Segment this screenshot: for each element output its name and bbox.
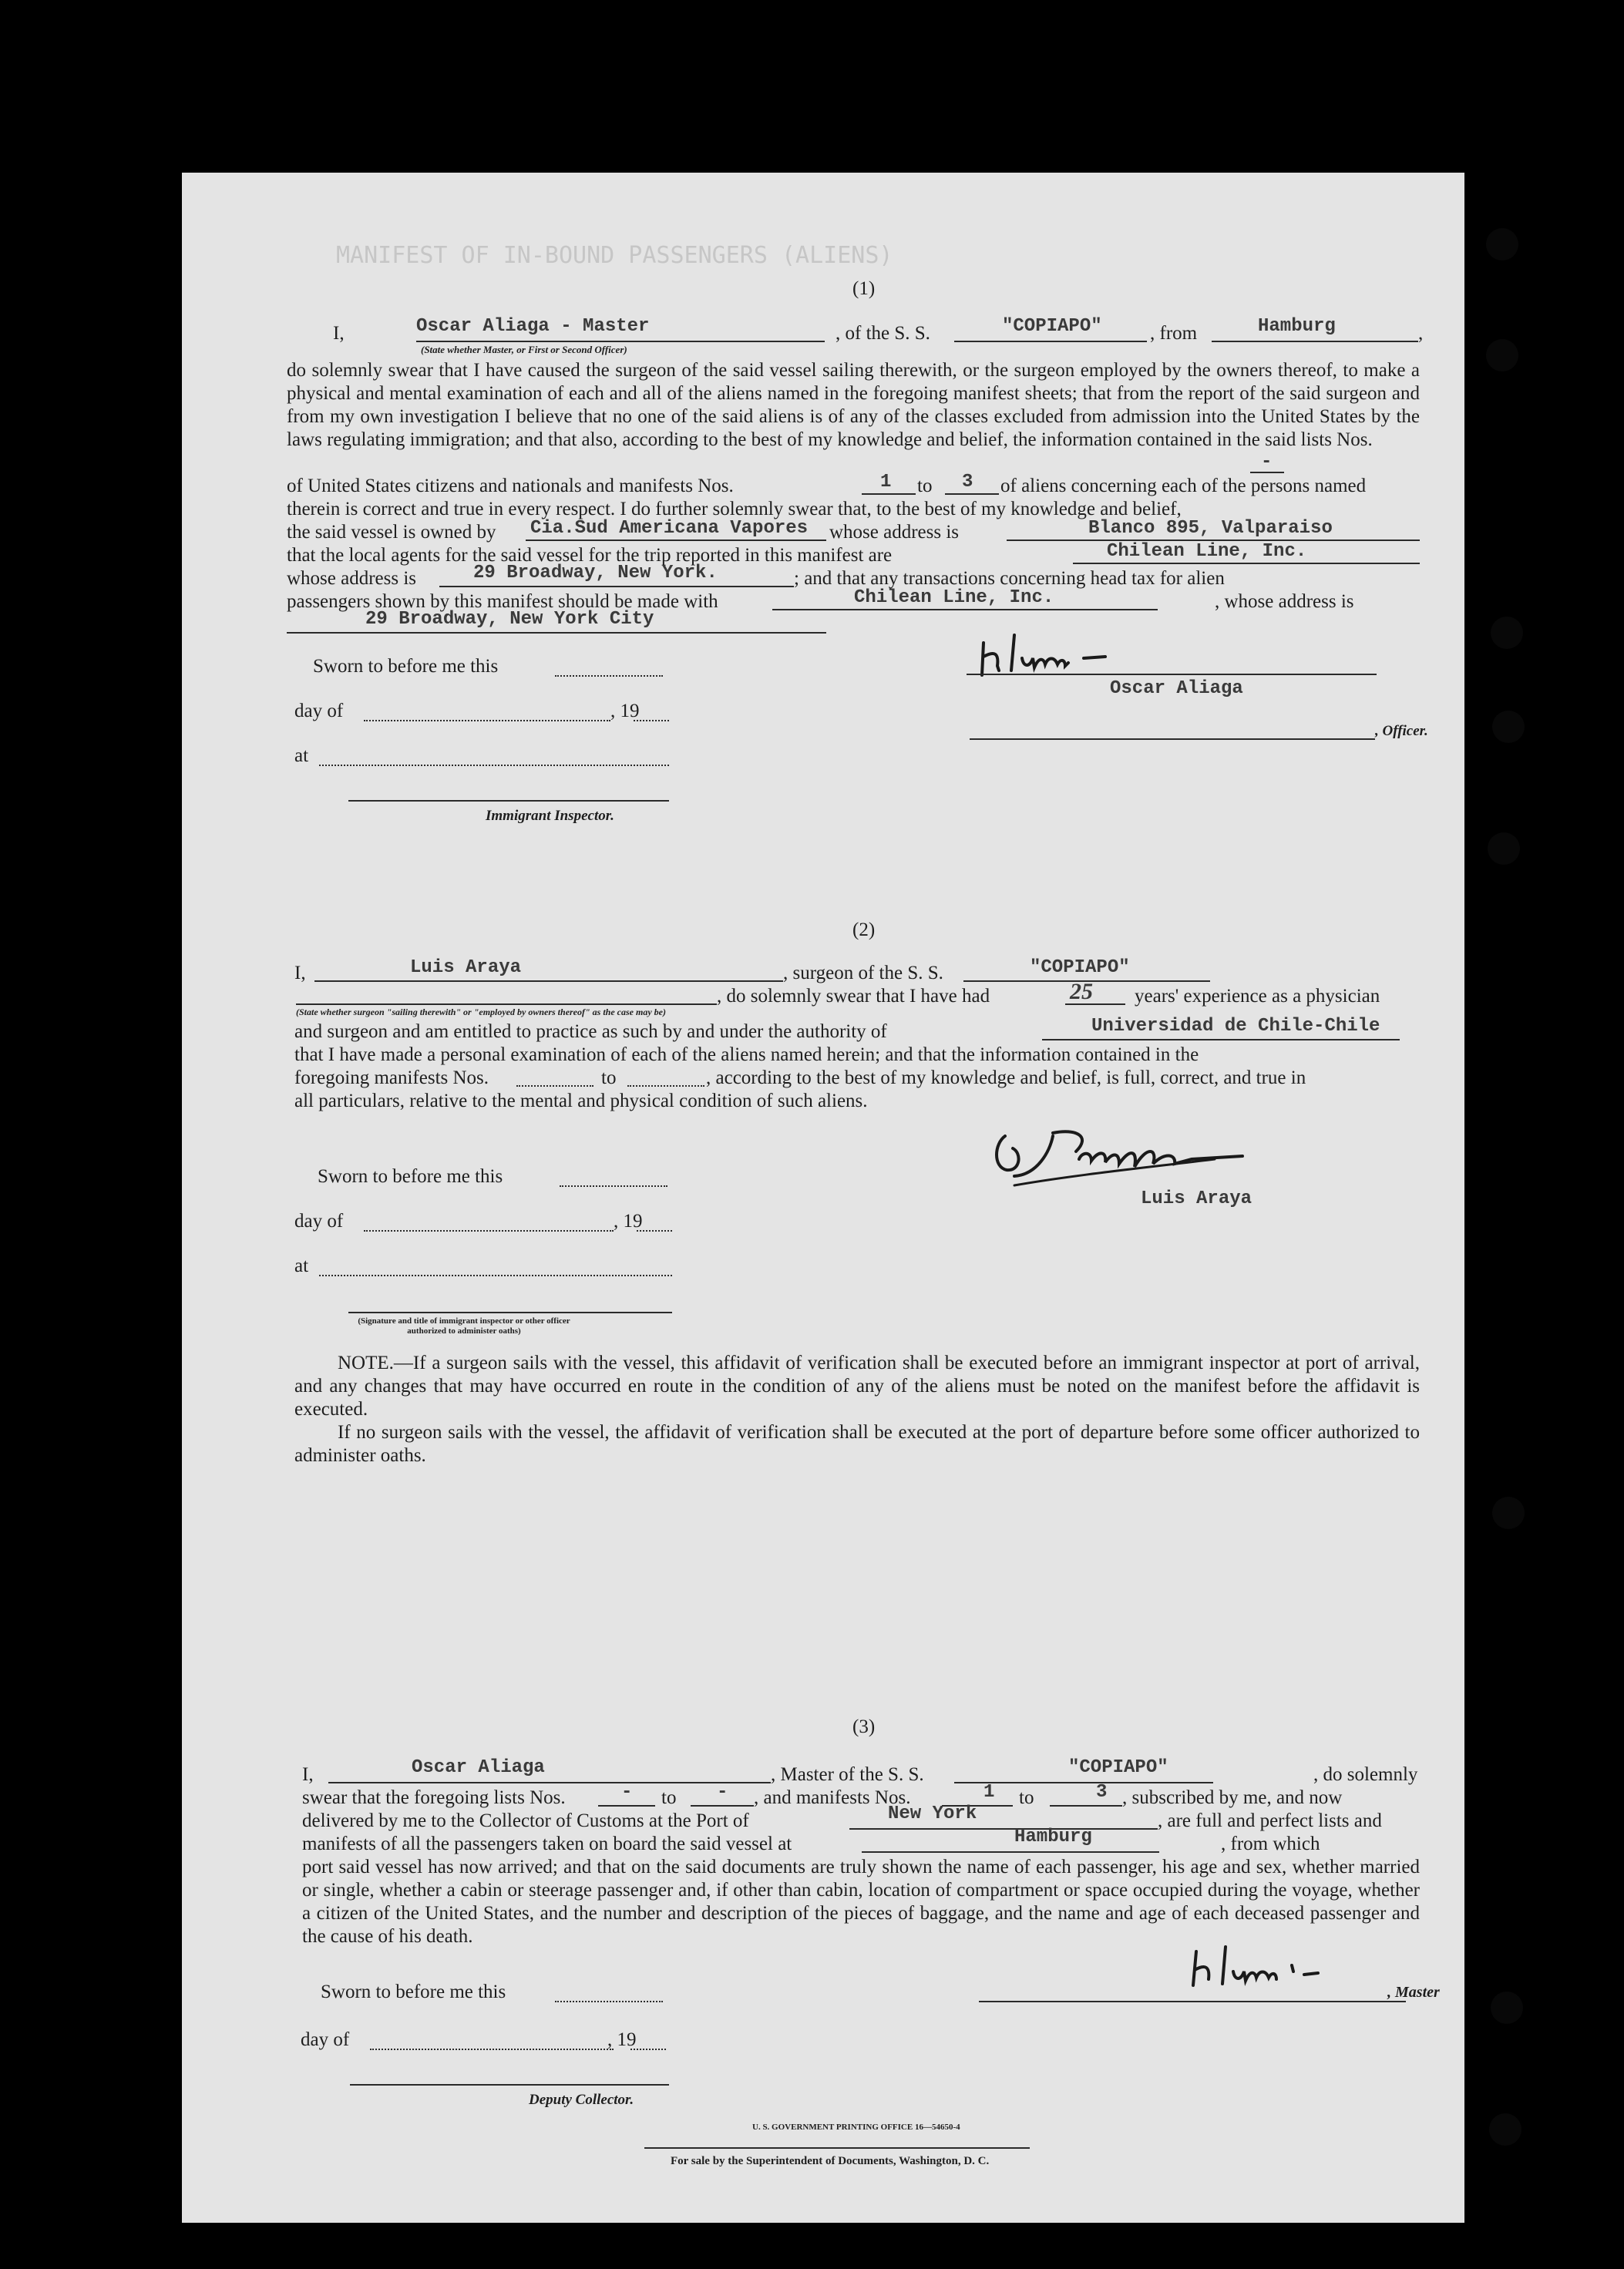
- s3-line-b3: , subscribed by me, and now: [1122, 1787, 1343, 1808]
- surgeon-signature: [983, 1105, 1276, 1190]
- sworn-3: Sworn to before me this: [321, 1982, 506, 2002]
- manifest-to-word: to: [917, 476, 933, 496]
- owner-address-typed: Blanco 895, Valparaiso: [1088, 518, 1333, 539]
- manifest-to: 3: [962, 472, 973, 492]
- line-d1: the said vessel is owned by: [287, 522, 496, 543]
- year-3: , 19: [607, 2029, 637, 2050]
- s2-to-line: [627, 1085, 704, 1087]
- signature-1-line: [967, 674, 1377, 675]
- s2-line-d1: foregoing manifests Nos.: [294, 1067, 489, 1088]
- line-b1: of United States citizens and nationals and manifests Nos.: [287, 476, 734, 496]
- line-c: therein is correct and true in every respect. I do further solemnly swear that, to the best of my knowledge and belief,: [287, 499, 1182, 519]
- section-3-number: (3): [852, 1716, 876, 1737]
- line-g1: passengers shown by this manifest should be made with: [287, 591, 718, 612]
- manifest-from-line: [862, 493, 916, 495]
- manifest-to-line: [945, 493, 999, 495]
- vessel-typed: "COPIAPO": [1002, 316, 1102, 337]
- comma: ,: [1418, 323, 1424, 344]
- master-line: [328, 1782, 771, 1783]
- section-1-body: do solemnly swear that I have caused the surgeon of the said vessel sailing therewith, or the surgeon employed by the owners thereof, to make a physical and mental examination of each and all of the aliens named in the foregoing manifest sheets; that from the report of the said surgeon and from my own investigation I believe that no one of the said aliens is of any of the classes excluded from admission into the United States by the laws regulating immigration; and that also, according to the best of my knowledge and belief, the information contained in the said lists Nos.: [287, 360, 1420, 450]
- surgeon-of-label: , surgeon of the S. S.: [783, 963, 943, 983]
- surgeon-vessel-typed: "COPIAPO": [1030, 957, 1130, 978]
- deputy-caption: Deputy Collector.: [529, 2092, 634, 2108]
- signer-1-typed: Oscar Aliaga: [1110, 678, 1243, 699]
- day-of-2-line: [364, 1230, 614, 1232]
- years-handwritten: 25: [1070, 979, 1093, 1004]
- s3-lists-from-line: [598, 1805, 655, 1807]
- s3-manifest-from: 1: [983, 1782, 995, 1803]
- lists-from: -: [1261, 452, 1273, 472]
- for-sale-note: For sale by the Superintendent of Documents, Washington, D. C.: [671, 2155, 990, 2167]
- headtax-address-line: [287, 632, 826, 634]
- port-from-line: [1212, 341, 1418, 342]
- faint-header: MANIFEST OF IN-BOUND PASSENGERS (ALIENS): [336, 242, 893, 269]
- agents-line: [1073, 563, 1420, 564]
- manifest-from: 1: [880, 472, 892, 492]
- officer-caption: , Officer.: [1375, 723, 1428, 739]
- year-1-line: [634, 720, 669, 721]
- s3-port-from-typed: Hamburg: [1014, 1827, 1092, 1847]
- authority-typed: Universidad de Chile-Chile: [1091, 1016, 1380, 1037]
- at-2: at: [294, 1256, 309, 1276]
- s3-line-b2: , and manifests Nos.: [754, 1787, 911, 1808]
- oath-officer-line: [348, 1312, 672, 1313]
- swear-tail: , do solemnly: [1313, 1764, 1418, 1785]
- day-of-1: day of: [294, 701, 344, 721]
- binder-hole: [1489, 2113, 1521, 2146]
- surgeon-status-line: [296, 1003, 717, 1005]
- at-1: at: [294, 745, 309, 766]
- s2-line-e: all particulars, relative to the mental and physical condition of such aliens.: [294, 1091, 868, 1111]
- footer-rule: [644, 2147, 1030, 2149]
- line-e1: that the local agents for the said vessel for the trip reported in this manifest are: [287, 545, 893, 566]
- year-2-line: [637, 1230, 672, 1232]
- master-vessel-typed: "COPIAPO": [1068, 1757, 1168, 1778]
- owner-line: [526, 540, 826, 541]
- years-tail: years' experience as a physician: [1135, 986, 1380, 1007]
- agents-address-typed: 29 Broadway, New York.: [473, 563, 718, 583]
- headtax-agent-typed: Chilean Line, Inc.: [854, 587, 1054, 608]
- inspector-line: [348, 800, 669, 802]
- s3-line-b1: swear that the foregoing lists Nos.: [302, 1787, 566, 1808]
- oath-officer-caption: (Signature and title of immigrant inspector or other officer authorized to administer oaths): [358, 1316, 570, 1336]
- from-label: , from: [1150, 323, 1198, 344]
- line-g2: , whose address is: [1215, 591, 1354, 612]
- year-3-line: [630, 2049, 666, 2050]
- s2-line-b1: and surgeon and am entitled to practice as such by and under the authority of: [294, 1021, 887, 1042]
- section-3-i: I,: [302, 1764, 314, 1785]
- section-2-number: (2): [852, 919, 876, 940]
- s2-line-d2: , according to the best of my knowledge and belief, is full, correct, and true in: [706, 1067, 1306, 1088]
- surgeon-hint: (State whether surgeon "sailing therewith" or "employed by owners thereof" as the case may be): [296, 1007, 666, 1017]
- inspector-caption: Immigrant Inspector.: [486, 808, 614, 824]
- s3-lists-to-line: [691, 1805, 754, 1807]
- year-1: , 19: [610, 701, 640, 721]
- s3-line-d2: , from which: [1221, 1834, 1320, 1854]
- officer-title-line: [970, 738, 1375, 740]
- binder-hole: [1492, 711, 1525, 743]
- sworn-2-line: [560, 1185, 667, 1187]
- master-signature-line: [979, 2001, 1406, 2002]
- line-f2: ; and that any transactions concerning head tax for alien: [794, 568, 1225, 589]
- s3-body: port said vessel has now arrived; and that on the said documents are truly shown the name of each passenger, his age and sex, whether married or single, whether a cabin or steerage passenger and, if other than cabin, location of compartment or space occupied during the voyage, whether a citizen of the United States, and the number and description of the pieces of baggage, and the name and age of each deceased passenger and the cause of his death.: [302, 1857, 1420, 1947]
- port-typed: New York: [888, 1803, 977, 1824]
- of-ss-label: , of the S. S.: [836, 323, 930, 344]
- s3-to-2: to: [1019, 1787, 1034, 1808]
- master-signature-1: [968, 620, 1138, 681]
- s2-to: to: [601, 1067, 617, 1088]
- section-1-i: I,: [333, 323, 345, 344]
- vessel-line: [954, 341, 1147, 342]
- at-1-line: [319, 765, 669, 766]
- binder-hole: [1486, 228, 1518, 261]
- sworn-2: Sworn to before me this: [318, 1166, 503, 1187]
- binder-hole: [1491, 617, 1523, 649]
- year-2: , 19: [614, 1211, 643, 1232]
- day-of-2: day of: [294, 1211, 344, 1232]
- master-typed: Oscar Aliaga: [412, 1757, 545, 1778]
- s3-lists-from: -: [621, 1782, 633, 1803]
- binder-hole: [1492, 1497, 1525, 1529]
- s3-port-from-line: [862, 1851, 1159, 1853]
- binder-hole: [1486, 339, 1518, 371]
- master-of-label: , Master of the S. S.: [771, 1764, 924, 1785]
- s3-line-c1: delivered by me to the Collector of Customs at the Port of: [302, 1810, 749, 1831]
- printing-office: U. S. GOVERNMENT PRINTING OFFICE 16—54650-4: [752, 2123, 960, 2132]
- at-2-line: [319, 1275, 672, 1276]
- sworn-1: Sworn to before me this: [313, 656, 499, 677]
- officer-hint: (State whether Master, or First or Second Officer): [421, 344, 627, 355]
- s3-line-c2: , are full and perfect lists and: [1158, 1810, 1382, 1831]
- surgeon-typed: Luis Araya: [410, 957, 522, 978]
- headtax-agent-line: [772, 609, 1158, 610]
- note-1: If a surgeon sails with the vessel, this affidavit of verification shall be executed before an immigrant inspector at port of arrival, and any changes that may have occurred en route in the condition of any of the aliens must be noted on the manifest before the affidavit is executed.: [294, 1353, 1420, 1420]
- master-caption: , Master: [1387, 1984, 1440, 2001]
- officer-line: [416, 341, 825, 342]
- sworn-3-line: [555, 2001, 663, 2002]
- section-2-i: I,: [294, 963, 306, 983]
- s3-lists-to: -: [717, 1782, 728, 1803]
- owner-typed: Cia.Sud Americana Vapores: [530, 518, 809, 539]
- line-f1: whose address is: [287, 568, 417, 589]
- surgeon-signer-typed: Luis Araya: [1141, 1188, 1252, 1209]
- line-b2: of aliens concerning each of the persons named: [1000, 476, 1367, 496]
- port-from-typed: Hamburg: [1258, 316, 1336, 337]
- authority-line: [1042, 1039, 1400, 1040]
- note-2: If no surgeon sails with the vessel, the affidavit of verification shall be executed at the port of departure before some officer authorized to administer oaths.: [294, 1422, 1420, 1466]
- form-sheet: [182, 173, 1464, 2223]
- officer-typed: Oscar Aliaga - Master: [416, 316, 650, 337]
- binder-hole: [1491, 1992, 1523, 2024]
- note-label: NOTE.—: [338, 1353, 413, 1373]
- s3-manifest-to: 3: [1096, 1782, 1108, 1803]
- sworn-1-line: [555, 675, 663, 677]
- s3-line-d1: manifests of all the passengers taken on board the said vessel at: [302, 1834, 792, 1854]
- s3-to-1: to: [661, 1787, 677, 1808]
- binder-hole: [1488, 832, 1520, 865]
- day-of-1-line: [364, 720, 610, 721]
- agents-address-line: [439, 586, 794, 587]
- surgeon-swear: , do solemnly swear that I have had: [717, 986, 990, 1007]
- agents-typed: Chilean Line, Inc.: [1107, 541, 1307, 562]
- port-line: [849, 1828, 1158, 1830]
- headtax-address-typed: 29 Broadway, New York City: [365, 609, 654, 630]
- s3-manifest-to-line: [1050, 1805, 1122, 1807]
- s2-line-c: that I have made a personal examination of each of the aliens named herein; and that the information contained in the: [294, 1044, 1199, 1065]
- day-of-3: day of: [301, 2029, 350, 2050]
- note-block: [294, 1352, 1420, 1467]
- surgeon-line: [314, 980, 783, 982]
- s2-from-line: [516, 1085, 593, 1087]
- day-of-3-line: [370, 2049, 614, 2050]
- deputy-line: [350, 2084, 669, 2086]
- master-signature-2: [1176, 1938, 1346, 1992]
- line-d2: whose address is: [829, 522, 960, 543]
- section-1-number: (1): [852, 278, 876, 299]
